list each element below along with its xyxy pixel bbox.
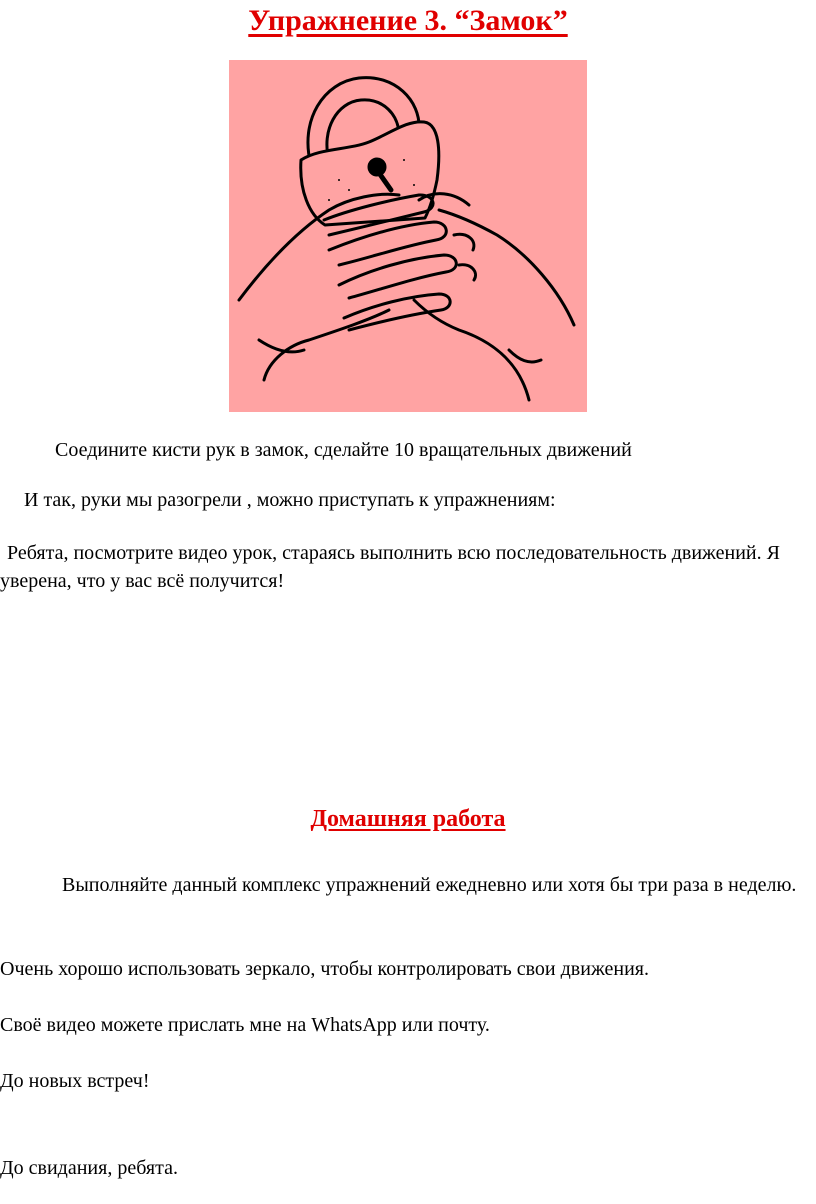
- goodbye-text: До свидания, ребята.: [0, 1157, 178, 1179]
- padlock-hands-illustration: [229, 60, 587, 412]
- padlock-hands-icon: [229, 60, 587, 412]
- homework-title: Домашняя работа: [310, 806, 506, 832]
- caption-text: Соедините кисти рук в замок, сделайте 10 вращательных движений: [55, 439, 632, 461]
- video-lesson-text: Ребята, посмотрите видео урок, стараясь выполнить всю последовательность движений. Я уверена, что у вас всё получится!: [0, 542, 780, 592]
- homework-mirror-text: Очень хорошо использовать зеркало, чтобы контролировать свои движения.: [0, 958, 649, 980]
- warmup-text: И так, руки мы разогрели , можно приступать к упражнениям:: [24, 489, 556, 511]
- homework-daily-text: Выполняйте данный комплекс упражнений ежедневно или хотя бы три раза в неделю.: [62, 874, 797, 896]
- page-title: Упражнение 3. “Замок”: [248, 4, 568, 37]
- see-you-text: До новых встреч!: [0, 1070, 150, 1092]
- homework-send-text: Своё видео можете прислать мне на WhatsApp или почту.: [0, 1014, 490, 1036]
